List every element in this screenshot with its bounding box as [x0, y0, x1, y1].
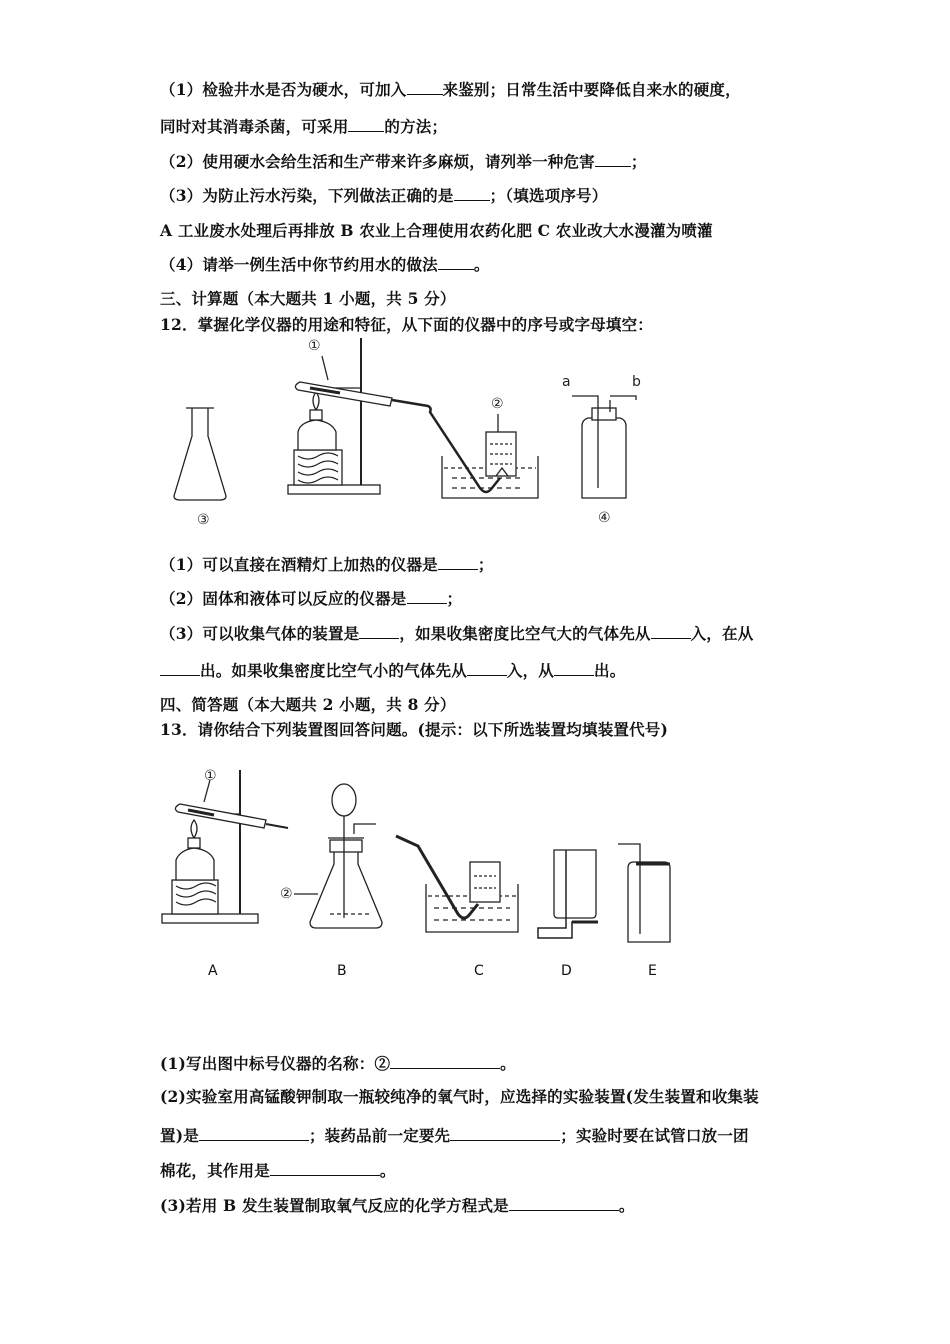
- gas-collecting-bottle-icon: [486, 432, 516, 476]
- answer-blank[interactable]: [438, 553, 478, 570]
- answer-blank[interactable]: [390, 1052, 500, 1069]
- apparatus-a-icon: [162, 770, 288, 923]
- answer-blank[interactable]: [407, 587, 447, 604]
- q13-p2d: ；实验时要在试管口放一团: [560, 1126, 749, 1145]
- q13-p1a: (1)写出图中标号仪器的名称：②: [160, 1054, 391, 1073]
- q11-p4b: 。: [473, 255, 490, 274]
- q11-p1d: 的方法；: [384, 117, 448, 136]
- apparatus-d-icon: [538, 850, 598, 938]
- q11-options: A 工业废水处理后再排放 B 农业上合理使用农药化肥 C 农业改大水漫灌为喷灌: [160, 221, 713, 240]
- q11-p1b: 来鉴别；日常生活中要降低自来水的硬度，: [442, 80, 741, 99]
- label-A: A: [208, 963, 218, 979]
- label-D: D: [561, 963, 572, 979]
- answer-blank[interactable]: [595, 150, 631, 167]
- answer-blank[interactable]: [438, 253, 474, 270]
- q13-apparatus-drawing: [158, 764, 678, 944]
- answer-blank[interactable]: [651, 622, 691, 639]
- q12-stem: 12．掌握化学仪器的用途和特征，从下面的仪器中的序号或字母填空：: [160, 315, 653, 334]
- label-B: B: [337, 963, 347, 979]
- q12-apparatus-drawing: [160, 338, 660, 538]
- test-tube-icon: [295, 382, 392, 406]
- q11-p2a: （2）使用硬水会给生活和生产带来许多麻烦，请列举一种危害: [160, 152, 595, 171]
- q12-part3-line2: [160, 659, 625, 681]
- answer-blank[interactable]: [509, 1194, 619, 1211]
- apparatus-b-icon: [294, 784, 382, 928]
- q13-p1b: 。: [500, 1054, 516, 1073]
- q13-stem: 13．请你结合下列装置图回答问题。(提示：以下所选装置均填装置代号): [160, 720, 669, 739]
- label-n2: ②: [280, 886, 293, 902]
- label-n2: ②: [491, 396, 504, 412]
- q11-part3: [160, 184, 607, 206]
- q13-part2-line1: (2)实验室用高锰酸钾制取一瓶较纯净的氧气时，应选择的实验装置(发生装置和收集装: [160, 1087, 759, 1106]
- answer-blank[interactable]: [359, 622, 399, 639]
- apparatus-e-icon: [618, 844, 670, 942]
- answer-blank[interactable]: [270, 1159, 380, 1176]
- label-E: E: [648, 963, 658, 979]
- q13-p2b: 置)是: [160, 1126, 199, 1145]
- q11-part1-line2: [160, 115, 447, 137]
- label-n3: ③: [197, 512, 210, 528]
- q12-p2a: （2）固体和液体可以反应的仪器是: [160, 589, 407, 608]
- wooden-block-icon: [294, 450, 342, 485]
- q12-p3e: 入，从: [506, 661, 555, 680]
- q11-p2b: ；: [630, 152, 647, 171]
- q11-p4a: （4）请举一例生活中你节约用水的做法: [160, 255, 438, 274]
- q13-part1: [160, 1052, 516, 1074]
- answer-blank[interactable]: [407, 78, 443, 95]
- label-C: C: [474, 963, 484, 979]
- apparatus-c-icon: [396, 836, 518, 932]
- q13-p2f: 。: [379, 1161, 396, 1180]
- label-n4: ④: [598, 510, 611, 526]
- q11-part1-line1: [160, 78, 741, 100]
- q12-p3a: （3）可以收集气体的装置是: [160, 624, 360, 643]
- gas-washing-bottle-icon: [572, 396, 636, 498]
- answer-blank[interactable]: [450, 1124, 560, 1141]
- q13-p3b: 。: [618, 1196, 635, 1215]
- label-b: b: [632, 374, 641, 390]
- q11-p1a: （1）检验井水是否为硬水，可加入: [160, 80, 407, 99]
- answer-blank[interactable]: [554, 659, 594, 676]
- q11-p1c: 同时对其消毒杀菌，可采用: [160, 117, 349, 136]
- q13-p2c: ；装药品前一定要先: [308, 1126, 451, 1145]
- q12-part1: [160, 553, 494, 575]
- q12-p3c: 入，在从: [690, 624, 754, 643]
- q12-p1b: ；: [477, 555, 494, 574]
- q11-part2: [160, 150, 647, 172]
- q13-part2-line3: [160, 1159, 396, 1181]
- answer-blank[interactable]: [454, 184, 490, 201]
- label-n1: ①: [308, 338, 321, 354]
- q13-apparatus-figure: [158, 764, 678, 944]
- alcohol-lamp-icon: [298, 392, 336, 450]
- q12-part2: [160, 587, 462, 609]
- q12-part3-line1: [160, 622, 753, 644]
- label-n1: ①: [204, 768, 217, 784]
- q11-p3b: ；（填选项序号）: [489, 186, 608, 205]
- q12-p2b: ；: [446, 589, 463, 608]
- q13-part3: [160, 1194, 635, 1216]
- answer-blank[interactable]: [199, 1124, 309, 1141]
- q12-p3d: 出。如果收集密度比空气小的气体先从: [200, 661, 467, 680]
- q12-apparatus-figure: [160, 338, 660, 538]
- q11-part4: [160, 253, 490, 275]
- q12-p3f: 出。: [594, 661, 626, 680]
- q13-part2-line2: [160, 1124, 749, 1146]
- q13-p2e: 棉花，其作用是: [160, 1161, 270, 1180]
- section-4-heading: 四、简答题（本大题共 2 小题，共 8 分）: [160, 695, 456, 714]
- answer-blank[interactable]: [160, 659, 200, 676]
- q12-p1a: （1）可以直接在酒精灯上加热的仪器是: [160, 555, 438, 574]
- q13-p3a: (3)若用 B 发生装置制取氧气反应的化学方程式是: [160, 1196, 509, 1215]
- answer-blank[interactable]: [467, 659, 507, 676]
- q11-p3a: （3）为防止污水污染，下列做法正确的是: [160, 186, 454, 205]
- section-3-heading: 三、计算题（本大题共 1 小题，共 5 分）: [160, 289, 456, 308]
- erlenmeyer-flask-icon: [174, 408, 226, 500]
- label-a: a: [562, 374, 571, 390]
- answer-blank[interactable]: [348, 115, 384, 132]
- q12-p3b: ，如果收集密度比空气大的气体先从: [399, 624, 651, 643]
